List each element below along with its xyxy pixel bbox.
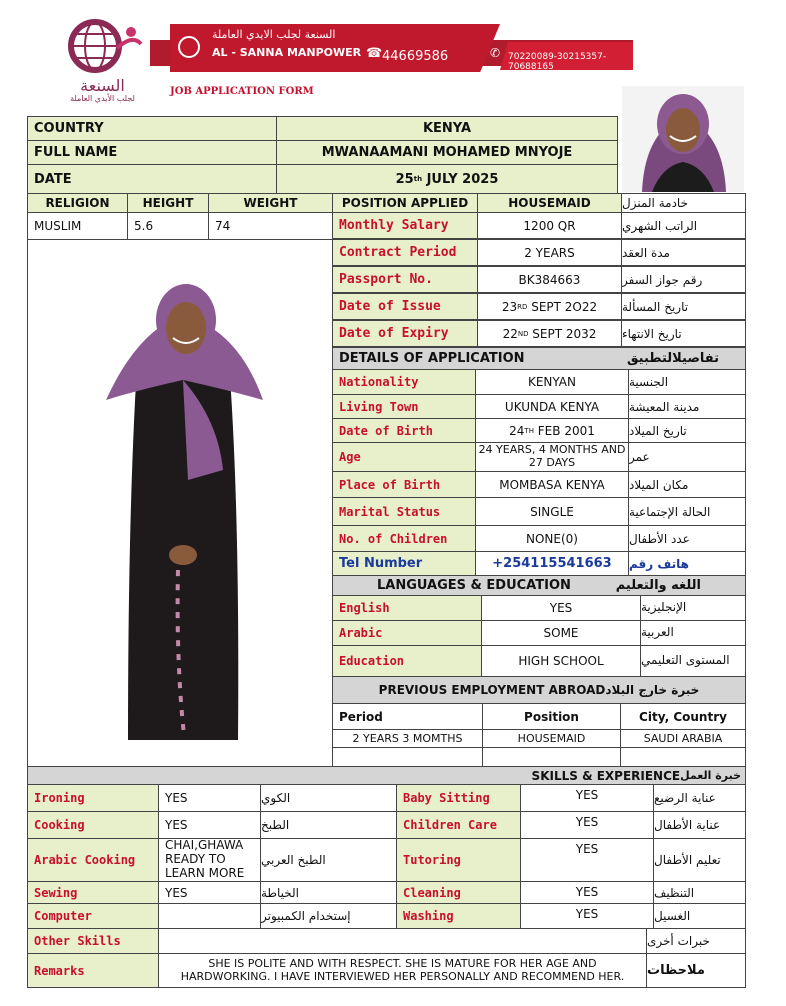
contract-label: Date of Issue (332, 293, 478, 320)
company-logo (55, 14, 150, 103)
details-label-ar: مدينة المعيشة (628, 394, 746, 419)
value-suffix: ND (517, 329, 529, 338)
value-part: FEB 2001 (533, 423, 595, 438)
value-part: 23 (501, 299, 518, 314)
details-label: Age (332, 442, 476, 472)
value-suffix: RD (517, 302, 528, 311)
mobile-icon: ✆ (490, 46, 501, 60)
employment-empty-cell (482, 747, 621, 767)
language-label-ar: العربية (640, 620, 746, 646)
skill-value: YES (158, 784, 261, 812)
details-label-ar: هاتف رقم (628, 551, 746, 576)
weight-value: 74 (208, 212, 333, 240)
remarks-ar: ملاحظات (646, 953, 746, 988)
skill-label: Washing (396, 903, 521, 929)
skills-title-ar: خبرة العمل (680, 769, 741, 782)
country-value: KENYA (276, 116, 618, 141)
skill-value (158, 903, 261, 929)
contract-value (477, 320, 622, 347)
details-value: NONE(0) (475, 525, 629, 552)
height-value: 5.6 (127, 212, 209, 240)
full-body-photo (27, 239, 333, 767)
date-rest: JULY 2025 (426, 171, 499, 187)
contract-value: 1200 QR (477, 212, 622, 239)
contract-label: Passport No. (332, 266, 478, 293)
details-value: UKUNDA KENYA (475, 394, 629, 419)
value-part: SEPT 2O22 (527, 299, 598, 314)
banner-globe-icon (178, 36, 200, 58)
religion-label: RELIGION (27, 193, 128, 213)
contract-label-ar: تاريخ الانتهاء (621, 320, 746, 347)
details-label: Nationality (332, 369, 476, 395)
skill-label-ar: تعليم الأطفال (653, 838, 746, 882)
portrait-photo (622, 86, 744, 192)
skill-value: YES (158, 811, 261, 839)
language-value: HIGH SCHOOL (481, 645, 641, 677)
religion-value: MUSLIM (27, 212, 128, 240)
full-body-figure-icon (28, 240, 334, 768)
details-label: Living Town (332, 394, 476, 419)
value-part: 22 (502, 326, 518, 341)
remarks-label: Remarks (27, 953, 159, 988)
employment-title: PREVIOUS EMPLOYMENT ABROAD (378, 683, 606, 697)
employment-city-header: City, Country (620, 703, 746, 730)
value-suffix: TH (524, 426, 534, 435)
employment-position-header: Position (482, 703, 621, 730)
details-label: Tel Number (332, 551, 476, 576)
skill-label: Baby Sitting (396, 784, 521, 812)
other-skills-label: Other Skills (27, 928, 159, 954)
skill-value: YES (520, 881, 654, 904)
contract-label: Date of Expiry (332, 320, 478, 347)
banner-english-name: AL - SANNA MANPOWER (212, 46, 362, 59)
skill-label-ar: الطبخ العربي (260, 838, 397, 882)
details-value: SINGLE (475, 497, 629, 526)
skill-label-ar: عناية الأطفال (653, 811, 746, 839)
skill-value: YES (158, 881, 261, 904)
contract-label-ar: تاريخ المسألة (621, 293, 746, 320)
skill-label-ar: الخياطة (260, 881, 397, 904)
contract-value: 2 YEARS (477, 239, 622, 266)
contract-label-ar: مدة العقد (621, 239, 746, 266)
details-value: KENYAN (475, 369, 629, 395)
details-label: Place of Birth (332, 471, 476, 498)
skill-value: YES (520, 784, 654, 812)
date-label: DATE (27, 164, 277, 194)
language-label: Arabic (332, 620, 482, 646)
contract-value: BK384663 (477, 266, 622, 293)
employment-header (332, 676, 746, 704)
country-label: COUNTRY (27, 116, 277, 141)
skill-label: Arabic Cooking (27, 838, 159, 882)
language-label: Education (332, 645, 482, 677)
skill-value: CHAI,GHAWA READY TO LEARN MORE (158, 838, 261, 882)
other-skills-value (158, 928, 647, 954)
contract-label: Monthly Salary (332, 212, 478, 239)
full-name-value: MWANAAMANI MOHAMED MNYOJE (276, 140, 618, 165)
skill-label: Sewing (27, 881, 159, 904)
skill-label-ar: الغسيل (653, 903, 746, 929)
details-label: Date of Birth (332, 418, 476, 443)
details-label-ar: عدد الأطفال (628, 525, 746, 552)
language-label-ar: الإنجليزية (640, 595, 746, 621)
skills-header (27, 766, 746, 785)
employment-empty-cell (620, 747, 746, 767)
skill-label-ar: الكوي (260, 784, 397, 812)
contract-label-ar: رقم جواز السفر (621, 266, 746, 293)
globe-logo-icon (55, 14, 150, 74)
remarks-value: SHE IS POLITE AND WITH RESPECT. SHE IS MATURE FOR HER AGE AND HARDWORKING. I HAVE INTERVIEWED HER PERSONALLY AND RECOMMEND HER. (158, 953, 647, 988)
position-applied-ar: خادمة المنزل (621, 193, 746, 213)
skill-value: YES (520, 811, 654, 839)
contract-value (477, 293, 622, 320)
employment-period-header: Period (332, 703, 483, 730)
employment-title-ar: خبرة خارج البلاد (605, 683, 700, 697)
skill-label: Computer (27, 903, 159, 929)
date-suffix: th (413, 175, 423, 183)
language-value: SOME (481, 620, 641, 646)
employment-position: HOUSEMAID (482, 729, 621, 748)
form-title: JOB APPLICATION FORM (170, 86, 314, 97)
skill-value: YES (520, 903, 654, 929)
languages-header (332, 575, 746, 596)
banner-arabic-name: السنعة لجلب الايدي العاملة (212, 28, 336, 41)
logo-tagline: لجلب الأيدي العاملة (70, 94, 135, 103)
skill-label-ar: التنظيف (653, 881, 746, 904)
skill-value: YES (520, 838, 654, 882)
date-day: 25 (395, 171, 414, 187)
position-applied-label: POSITION APPLIED (332, 193, 478, 213)
details-value: MOMBASA KENYA (475, 471, 629, 498)
language-label: English (332, 595, 482, 621)
skill-label: Cleaning (396, 881, 521, 904)
languages-title-ar: اللغه والتعليم (615, 578, 701, 593)
value-part: 24 (509, 423, 525, 438)
phone-number: 44669586 (382, 49, 449, 64)
details-value: 24 YEARS, 4 MONTHS AND 27 DAYS (475, 442, 629, 472)
phone-icon: ☎ (366, 46, 383, 61)
portrait-figure-icon (622, 86, 744, 192)
details-label-ar: الحالة الإجتماعية (628, 497, 746, 526)
details-label-ar: تاريخ الميلاد (628, 418, 746, 443)
skill-label-ar: الطبخ (260, 811, 397, 839)
languages-title: LANGUAGES & EDUCATION (377, 578, 571, 593)
position-applied-value: HOUSEMAID (477, 193, 622, 213)
employment-city: SAUDI ARABIA (620, 729, 746, 748)
skill-label-ar: إستخدام الكمبيوتر (260, 903, 397, 929)
details-value: +254115541663 (475, 551, 629, 576)
details-label-ar: عمر (628, 442, 746, 472)
date-value (276, 164, 618, 194)
employment-period: 2 YEARS 3 MOMTHS (332, 729, 483, 748)
full-name-label: FULL NAME (27, 140, 277, 165)
skill-label: Children Care (396, 811, 521, 839)
height-label: HEIGHT (127, 193, 209, 213)
details-label: Marital Status (332, 497, 476, 526)
details-label: No. of Children (332, 525, 476, 552)
details-title: DETAILS OF APPLICATION (339, 351, 525, 366)
logo-name: السنعة (80, 76, 125, 95)
brand-banner (150, 24, 633, 70)
contract-label-ar: الراتب الشهري (621, 212, 746, 239)
skill-label-ar: عناية الرضيع (653, 784, 746, 812)
skill-label: Cooking (27, 811, 159, 839)
other-skills-ar: خبرات أخرى (646, 928, 746, 954)
details-title-ar: تفاصيلالتطبيق (626, 351, 719, 366)
details-label-ar: الجنسية (628, 369, 746, 395)
weight-label: WEIGHT (208, 193, 333, 213)
details-label-ar: مكان الميلاد (628, 471, 746, 498)
skill-label: Tutoring (396, 838, 521, 882)
value-part: SEPT 2032 (528, 326, 597, 341)
language-value: YES (481, 595, 641, 621)
language-label-ar: المستوى التعليمي (640, 645, 746, 677)
details-value (475, 418, 629, 443)
skill-label: Ironing (27, 784, 159, 812)
contract-label: Contract Period (332, 239, 478, 266)
details-header (332, 347, 746, 370)
mobile-numbers: 70220089-30215357-70688165 (508, 52, 607, 72)
employment-empty-cell (332, 747, 483, 767)
skills-title: SKILLS & EXPERIENCE (531, 768, 681, 783)
